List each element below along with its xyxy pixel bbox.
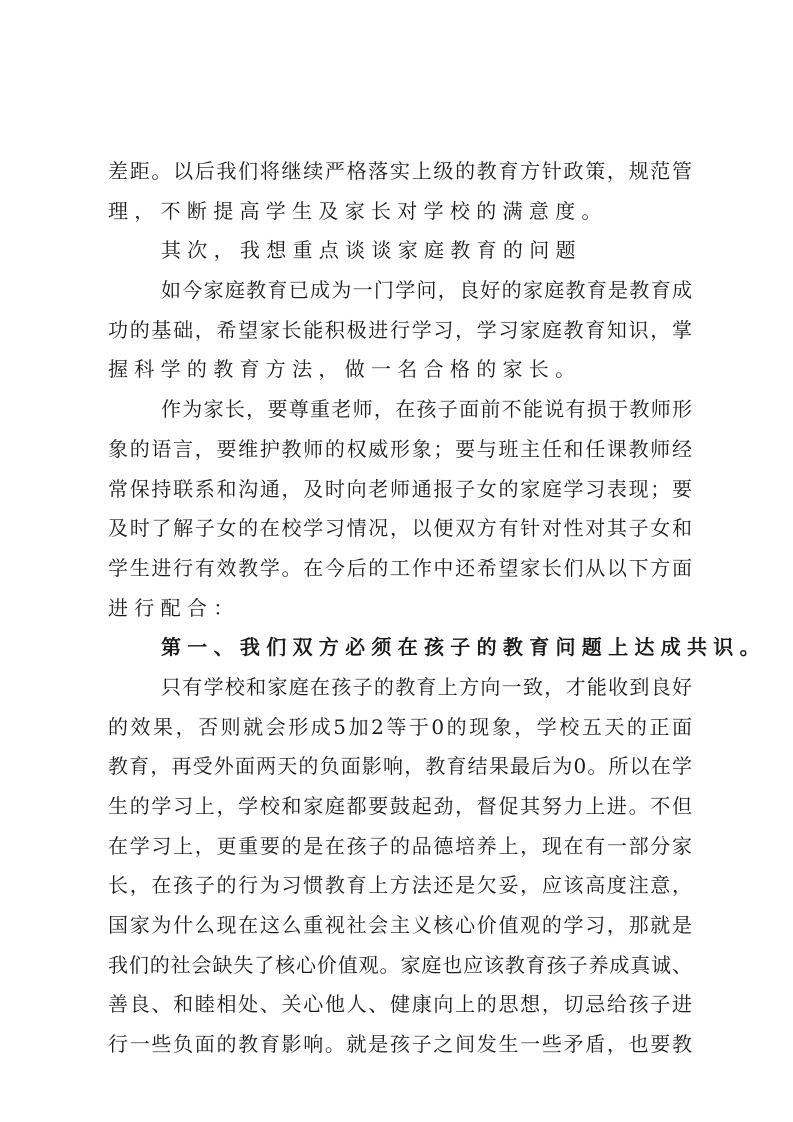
text-line: 国家为什么现在这么重视社会主义核心价值观的学习，那就是	[108, 913, 692, 938]
paragraph	[108, 152, 692, 231]
text-line: 理，不断提高学生及家长对学校的满意度。	[108, 198, 608, 223]
paragraph	[108, 271, 692, 390]
text-line: 生的学习上，学校和家庭都要鼓起劲，督促其努力上进。不但	[108, 794, 692, 818]
text-line: 及时了解子女的在校学习情况，以便双方有针对性对其子女和	[108, 516, 692, 541]
text-line: 如今家庭教育已成为一门学问，良好的家庭教育是教育成	[161, 278, 692, 303]
text-line: 只有学校和家庭在孩子的教育上方向一致，才能收到良好	[161, 674, 692, 699]
text-line: 象的语言，要维护教师的权威形象；要与班主任和任课教师经	[108, 436, 692, 461]
section-heading	[108, 628, 766, 668]
text-line: 作为家长，要尊重老师，在孩子面前不能说有损于教师形	[161, 397, 692, 422]
text-line: 的效果，否则就会形成5加2等于0的现象，学校五天的正面	[108, 714, 692, 739]
text-line: 行一些负面的教育影响。就是孩子之间发生一些矛盾，也要教	[108, 1032, 692, 1057]
text-line: 我们的社会缺失了核心价值观。家庭也应该教育孩子养成真诚、	[108, 952, 692, 977]
text-line: 学生进行有效教学。在今后的工作中还希望家长们从以下方面	[108, 555, 692, 580]
text-line: 教育，再受外面两天的负面影响，教育结果最后为0。所以在学	[108, 754, 692, 779]
text-line: 在学习上，更重要的是在孩子的品德培养上，现在有一部分家	[108, 833, 692, 858]
text-line: 常保持联系和沟通，及时向老师通报子女的家庭学习表现；要	[108, 476, 692, 501]
paragraph	[108, 390, 692, 628]
text-line: 差距。以后我们将继续严格落实上级的教育方针政策，规范管	[108, 159, 692, 183]
text-line: 握科学的教育方法，做一名合格的家长。	[108, 357, 582, 382]
text-line: 进行配合：	[108, 595, 240, 620]
text-line: 第一、我们双方必须在孩子的教育问题上达成共识。	[161, 635, 766, 660]
text-line: 功的基础，希望家长能积极进行学习，学习家庭教育知识，掌	[108, 317, 692, 342]
paragraph	[108, 668, 692, 1065]
text-line: 长，在孩子的行为习惯教育上方法还是欠妥，应该高度注意，	[108, 873, 692, 898]
text-line: 善良、和睦相处、关心他人、健康向上的思想，切忌给孩子进	[108, 992, 692, 1017]
paragraph	[108, 231, 692, 271]
text-line: 其次，我想重点谈谈家庭教育的问题	[161, 238, 582, 263]
document-page	[108, 152, 766, 1065]
